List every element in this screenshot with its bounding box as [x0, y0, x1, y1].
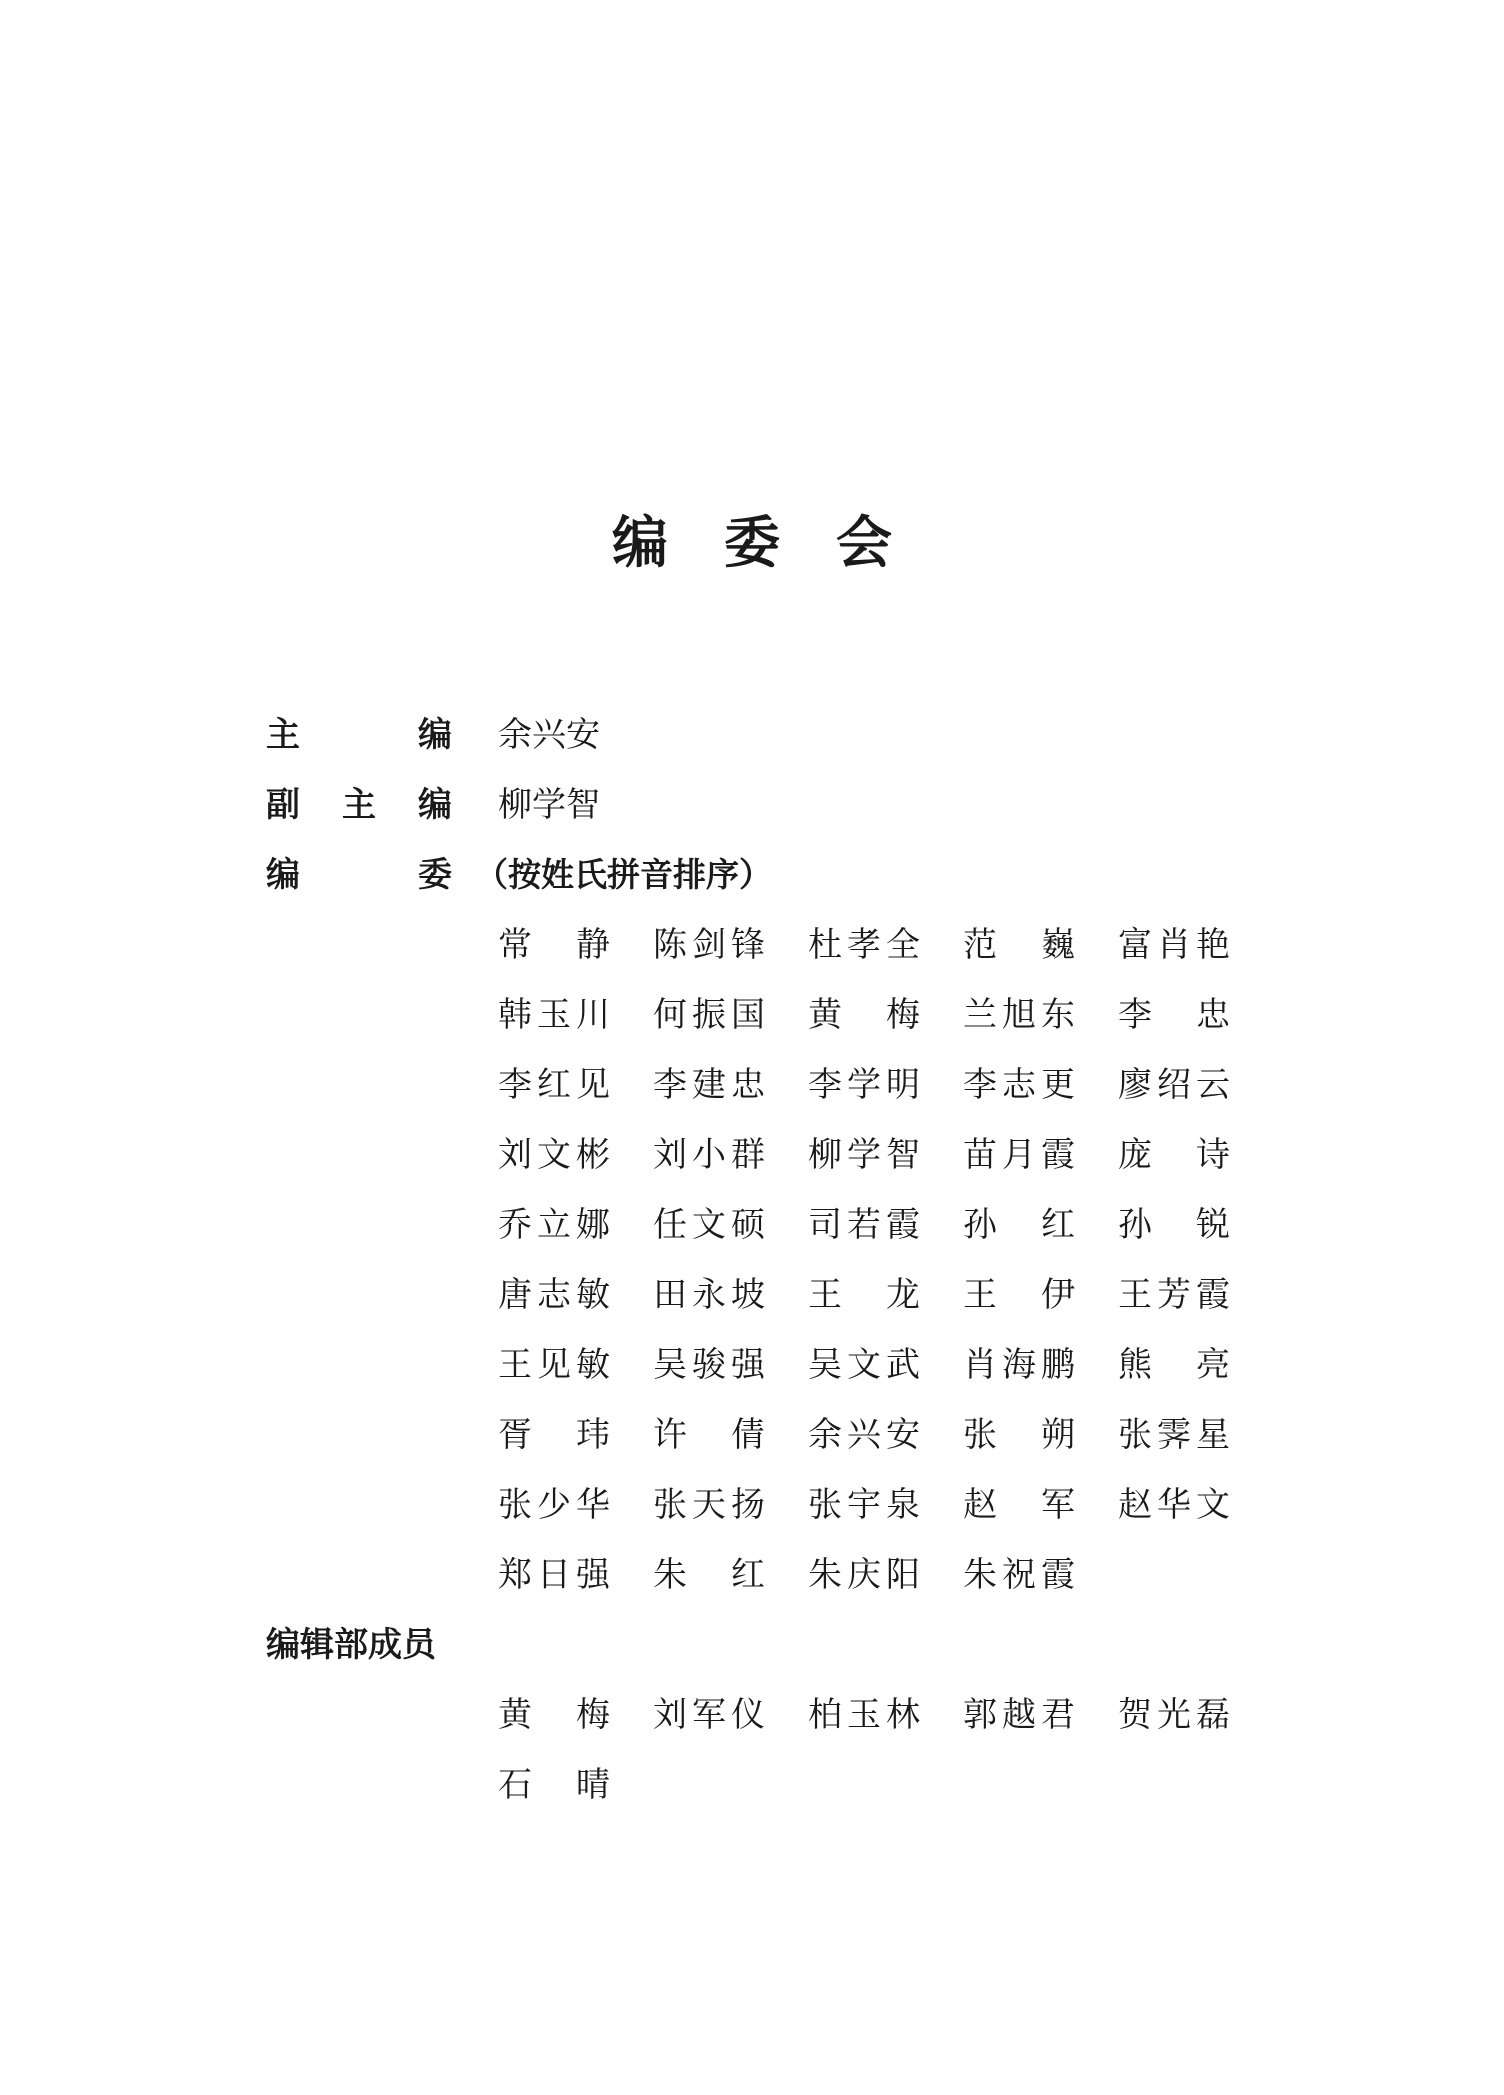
member-name: 富肖艳 — [1118, 925, 1230, 965]
member-name: 石晴 — [498, 1765, 610, 1805]
member-name: 胥玮 — [498, 1415, 610, 1455]
member-name: 黄梅 — [498, 1695, 610, 1735]
member-name: 肖海鹏 — [963, 1345, 1075, 1385]
member-name: 李志更 — [963, 1065, 1075, 1105]
member-name: 张朔 — [963, 1415, 1075, 1455]
member-name: 吴文武 — [808, 1345, 920, 1385]
deputy-editor-name: 柳学智 — [498, 785, 600, 825]
label-char: 副 — [266, 785, 300, 825]
chief-editor-label — [266, 710, 466, 760]
label-char: 委 — [418, 855, 452, 895]
member-name: 郭越君 — [963, 1695, 1075, 1735]
member-name: 黄梅 — [808, 995, 920, 1035]
label-char: 编 — [266, 855, 300, 895]
chief-editor-name: 余兴安 — [498, 715, 600, 755]
member-name: 司若霞 — [808, 1205, 920, 1245]
member-name: 赵军 — [963, 1485, 1075, 1525]
member-name: 郑日强 — [498, 1555, 610, 1595]
member-name: 陈剑锋 — [653, 925, 765, 965]
member-name: 李忠 — [1118, 995, 1230, 1035]
member-name: 孙锐 — [1118, 1205, 1230, 1245]
member-name: 常静 — [498, 925, 610, 965]
label-char: 编 — [418, 785, 452, 825]
member-name: 韩玉川 — [498, 995, 610, 1035]
member-name: 张霁星 — [1118, 1415, 1230, 1455]
label-char: 主 — [342, 785, 376, 825]
member-name: 何振国 — [653, 995, 765, 1035]
member-name: 熊亮 — [1118, 1345, 1230, 1385]
member-name: 范巍 — [963, 925, 1075, 965]
member-name: 余兴安 — [808, 1415, 920, 1455]
committee-sort-note: （按姓氏拼音排序） — [475, 855, 772, 894]
member-name: 张天扬 — [653, 1485, 765, 1525]
editorial-staff-label: 编辑部成员 — [266, 1625, 436, 1665]
member-name: 田永坡 — [653, 1275, 765, 1315]
member-name: 王见敏 — [498, 1345, 610, 1385]
member-name: 张宇泉 — [808, 1485, 920, 1525]
member-name: 刘小群 — [653, 1135, 765, 1175]
member-name: 刘军仪 — [653, 1695, 765, 1735]
member-name: 刘文彬 — [498, 1135, 610, 1175]
member-name: 柏玉林 — [808, 1695, 920, 1735]
member-name: 庞诗 — [1118, 1135, 1230, 1175]
member-name: 贺光磊 — [1118, 1695, 1230, 1735]
member-name: 吴骏强 — [653, 1345, 765, 1385]
member-name: 廖绍云 — [1118, 1065, 1230, 1105]
committee-label — [266, 850, 466, 900]
member-name: 朱红 — [653, 1555, 765, 1595]
member-name: 赵华文 — [1118, 1485, 1230, 1525]
member-name: 苗月霞 — [963, 1135, 1075, 1175]
member-name: 唐志敏 — [498, 1275, 610, 1315]
member-name: 许倩 — [653, 1415, 765, 1455]
title-char: 会 — [836, 510, 892, 576]
member-name: 李学明 — [808, 1065, 920, 1105]
page-title — [0, 510, 1504, 576]
member-name: 李红见 — [498, 1065, 610, 1105]
member-name: 兰旭东 — [963, 995, 1075, 1035]
title-char: 编 — [612, 510, 668, 576]
member-name: 柳学智 — [808, 1135, 920, 1175]
member-name: 张少华 — [498, 1485, 610, 1525]
member-name: 任文硕 — [653, 1205, 765, 1245]
member-name: 王伊 — [963, 1275, 1075, 1315]
member-name: 杜孝全 — [808, 925, 920, 965]
label-char: 编 — [418, 715, 452, 755]
member-name: 王龙 — [808, 1275, 920, 1315]
title-char: 委 — [724, 510, 780, 576]
member-name: 李建忠 — [653, 1065, 765, 1105]
deputy-editor-label — [266, 780, 466, 830]
member-name: 乔立娜 — [498, 1205, 610, 1245]
member-name: 朱祝霞 — [963, 1555, 1075, 1595]
member-name: 孙红 — [963, 1205, 1075, 1245]
label-char: 主 — [266, 715, 300, 755]
member-name: 朱庆阳 — [808, 1555, 920, 1595]
member-name: 王芳霞 — [1118, 1275, 1230, 1315]
